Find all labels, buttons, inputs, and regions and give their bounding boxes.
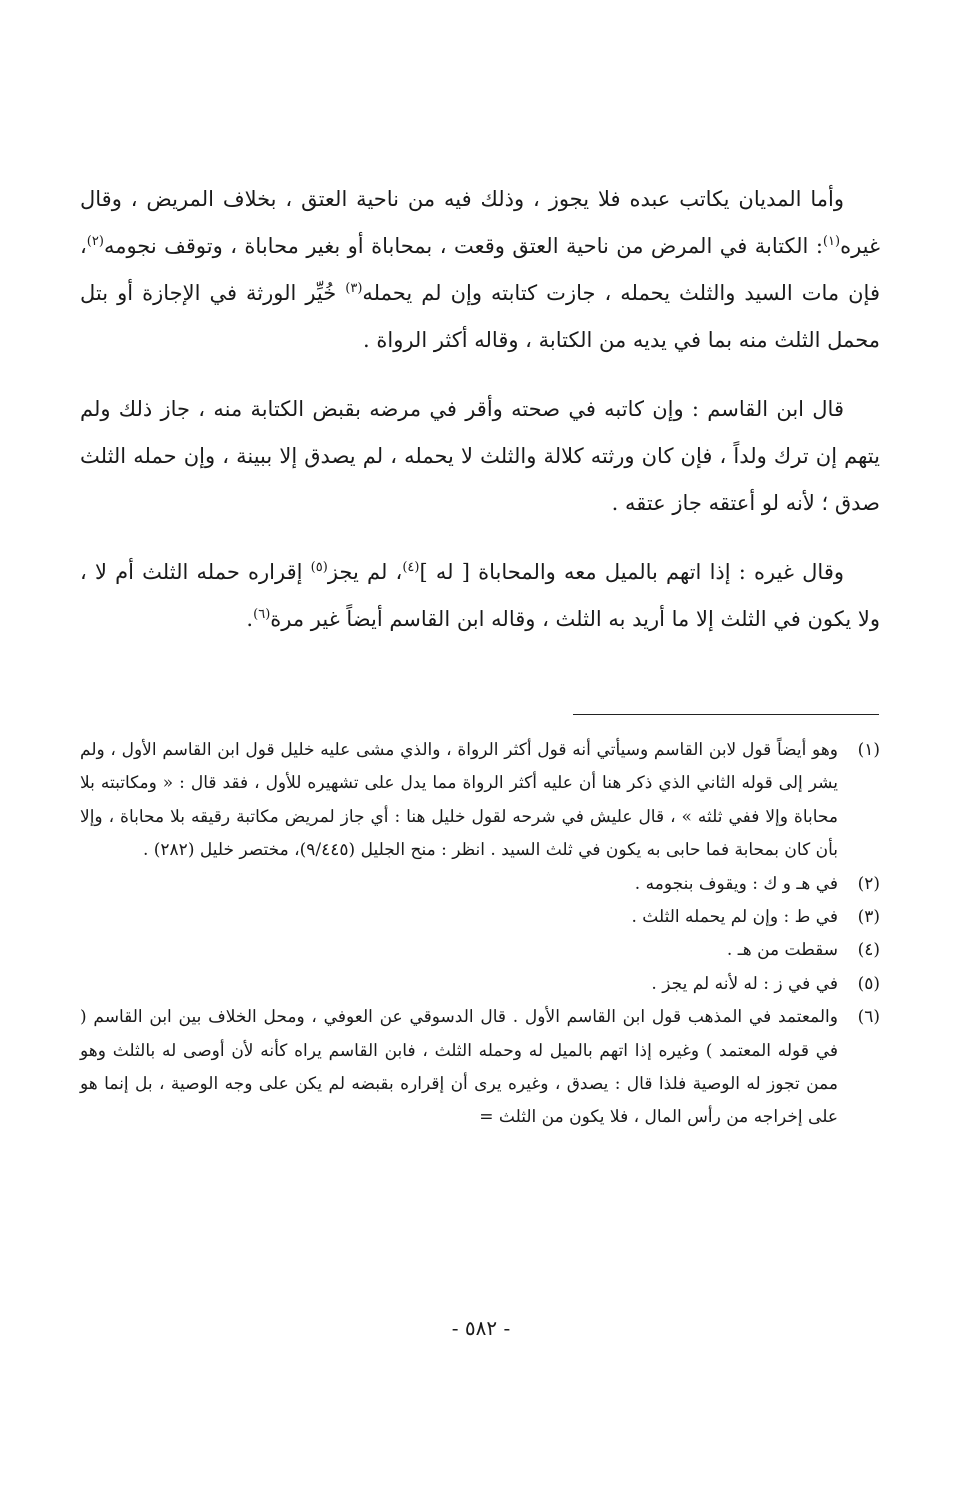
main-text — [80, 176, 880, 643]
text-run: . — [246, 607, 254, 631]
footnote-number: (٤) — [857, 940, 880, 961]
text-run: ، فإن مات السيد والثلث يحمله ، جازت كتابته وإن لم يحمله — [80, 234, 880, 305]
text-run: إقراره حمله الثلث أم لا ، ولا يكون في الثلث إلا ما أريد به الثلث ، وقاله ابن القاسم أيضاً غير مرة — [80, 560, 880, 631]
footnotes — [80, 734, 880, 1135]
main-paragraph — [80, 549, 880, 643]
text-run: وأما المديان يكاتب عبده فلا يجوز ، وذلك فيه من ناحية العتق ، بخلاف المريض ، وقال غيره — [80, 187, 880, 258]
footnote-text: والمعتمد في المذهب قول ابن القاسم الأول . قال الدسوقي عن العوفي ، ومحل الخلاف بين ابن القاسم ( في قوله المعتمد ) وغيره إذا اتهم بالميل له وحمله الثلث ، فابن القاسم يراه كأنه لأن أوصى له بالثلث وهو ممن تجوز له الوصية فلذا قال : يصدق ، وغيره يرى أن إقراره بقبضه لم يكن على وجه الوصية ، بل إنما هو على إخراجه من رأس المال ، فلا يكون من الثلث = — [80, 1007, 838, 1128]
footnote-text: وهو أيضاً قول لابن القاسم وسيأتي أنه قول أكثر الرواة ، والذي مشى عليه خليل قول ابن القاسم الأول ، ولم يشر إلى قوله الثاني الذي ذكر هنا أن عليه أكثر الرواة مما يدل على تشهيره للأول ، فقد قال : « ومكاتبته بلا محاباة وإلا ففي ثلثه » ، قال عليش في شرحه لقول خليل هنا : أي جاز لمريض مكاتبة رقيقه بلا محاباة ، وإلا بأن كان بمحابة فما حابى به يكون في ثلث السيد . انظر : منح الجليل (٩/٤٤٥)، مختصر خليل (٢٨٢) . — [80, 740, 838, 861]
footnote-ref: (٦) — [253, 607, 271, 622]
footnote — [80, 868, 880, 901]
footnote — [80, 968, 880, 1001]
page-number: - ٥٨٢ - — [451, 1316, 511, 1340]
footnote — [80, 901, 880, 934]
text-run: : الكتابة في المرض من ناحية العتق وقعت ، بمحاباة أو بغير محاباة ، وتوقف نجومه — [103, 234, 823, 258]
footnote-number: (٢) — [857, 873, 880, 894]
text-run: قال ابن القاسم : وإن كاتبه في صحته وأقر في مرضه بقبض الكتابة منه ، جاز ذلك ولم يتهم إن ترك ولداً ، فإن كان ورثته كلالة والثلث لا يحمله ، لم يصدق إلا ببينة ، وإن حمله الثلث صدق ؛ لأنه لو أعتقه جاز عتقه . — [80, 397, 880, 515]
footnote-text: سقطت من هـ . — [726, 940, 838, 961]
footnote — [80, 1001, 880, 1135]
footnote-ref: (٣) — [345, 281, 363, 296]
footnote-text: في ط : وإن لم يحمله الثلث . — [631, 907, 838, 928]
footnote-number: (٣) — [857, 907, 880, 928]
text-run: خُيِّر الورثة في الإجازة أو بتل محمل الثلث منه بما في يديه من الكتابة ، وقاله أكثر الرواة . — [80, 281, 880, 352]
footnote-number: (١) — [857, 740, 880, 760]
footnote-number: (٦) — [857, 1007, 880, 1028]
footnote-ref: (٥) — [310, 560, 328, 575]
main-paragraph — [80, 176, 880, 364]
footnote-ref: (١) — [822, 234, 841, 249]
footnote-text: في هـ و ك : ويقوف بنجومه . — [634, 873, 838, 894]
main-paragraph — [80, 386, 880, 527]
footnote-text: في في ز : له لأنه لم يجز . — [651, 973, 838, 994]
footnote-divider — [573, 714, 879, 715]
text-run: وقال غيره : إذا اتهم بالميل معه والمحاباة [ له ] — [419, 560, 844, 584]
footnote-ref: (٢) — [86, 234, 104, 249]
footnote-number: (٥) — [857, 973, 880, 994]
footnote — [80, 934, 880, 967]
text-run: ، لم يجز — [327, 560, 403, 584]
footnote — [80, 734, 880, 868]
footnote-ref: (٤) — [402, 560, 420, 575]
